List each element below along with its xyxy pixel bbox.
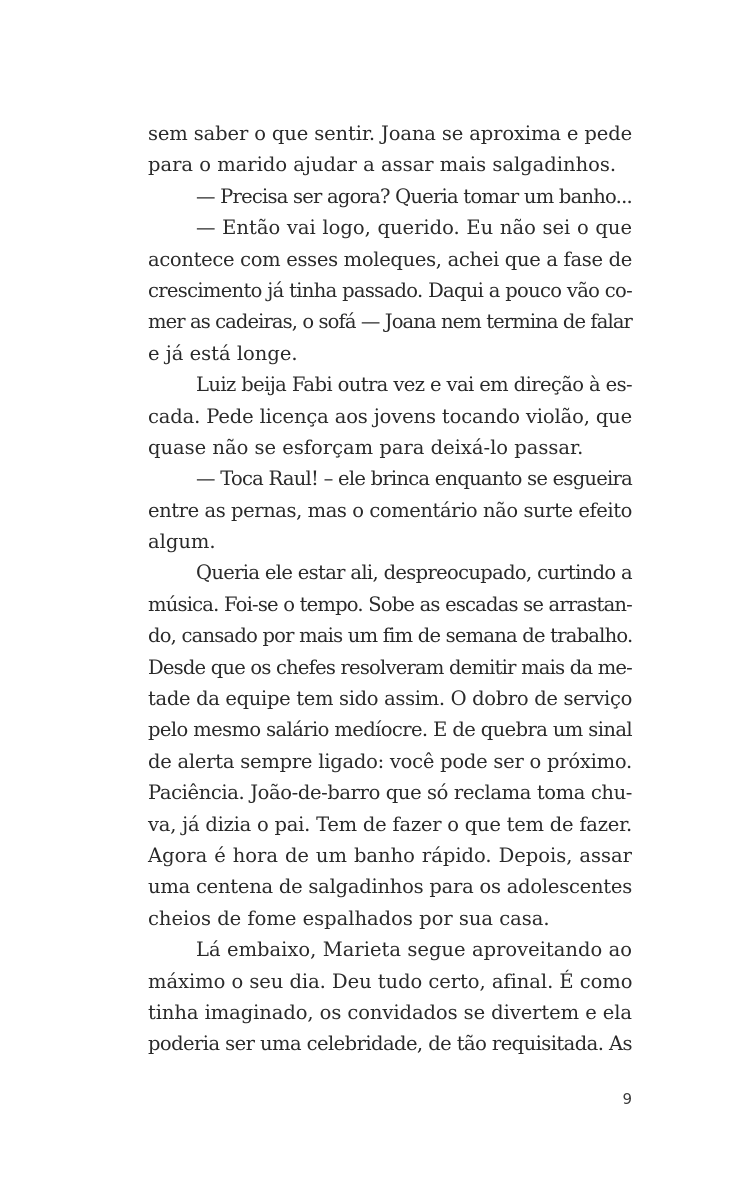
text-line: Desde que os chefes resolveram demitir mais da me-	[148, 655, 632, 679]
text-line: acontece com esses moleques, achei que a fase de	[148, 247, 632, 271]
text-line: — Toca Raul! – ele brinca enquanto se esgueira	[196, 467, 632, 491]
text-line: cada. Pede licença aos jovens tocando violão, que	[148, 404, 632, 428]
text-line: tade da equipe tem sido assim. O dobro de serviço	[148, 687, 632, 711]
text-line: uma centena de salgadinhos para os adolescentes	[148, 875, 632, 899]
text-line: do, cansado por mais um fim de semana de trabalho.	[148, 624, 633, 648]
text-line: cheios de fome espalhados por sua casa.	[148, 906, 550, 930]
text-line: tinha imaginado, os convidados se divertem e ela	[148, 1000, 632, 1024]
text-line: quase não se esforçam para deixá-lo passar.	[148, 435, 584, 459]
text-line: música. Foi-se o tempo. Sobe as escadas se arrastan-	[148, 592, 632, 616]
text-line: Paciência. João-de-barro que só reclama toma chu-	[148, 781, 632, 805]
text-line: — Precisa ser agora? Queria tomar um banho...	[196, 184, 632, 208]
body-text	[148, 118, 632, 1060]
text-line: mer as cadeiras, o sofá — Joana nem termina de falar	[148, 310, 632, 334]
text-line: entre as pernas, mas o comentário não surte efeito	[148, 498, 632, 522]
text-line: de alerta sempre ligado: você pode ser o próximo.	[148, 749, 632, 773]
text-line: Agora é hora de um banho rápido. Depois, assar	[148, 843, 632, 867]
text-line: va, já dizia o pai. Tem de fazer o que tem de fazer.	[148, 812, 632, 836]
page-number: 9	[622, 1090, 632, 1108]
text-line: e já está longe.	[148, 341, 298, 365]
text-line: pelo mesmo salário medíocre. E de quebra um sinal	[148, 718, 632, 742]
text-line: crescimento já tinha passado. Daqui a pouco vão co-	[148, 278, 632, 302]
text-line: algum.	[148, 530, 216, 554]
text-line: sem saber o que sentir. Joana se aproxima e pede	[148, 122, 632, 145]
text-line: Luiz beija Fabi outra vez e vai em direção à es-	[196, 373, 632, 397]
text-line: para o marido ajudar a assar mais salgadinhos.	[148, 153, 617, 177]
text-line: poderia ser uma celebridade, de tão requisitada. As	[148, 1032, 632, 1056]
text-line: — Então vai logo, querido. Eu não sei o que	[196, 216, 632, 240]
text-line: Lá embaixo, Marieta segue aproveitando ao	[196, 938, 632, 962]
text-line: Queria ele estar ali, despreocupado, curtindo a	[196, 561, 632, 585]
text-line: máximo o seu dia. Deu tudo certo, afinal. É como	[148, 969, 633, 993]
